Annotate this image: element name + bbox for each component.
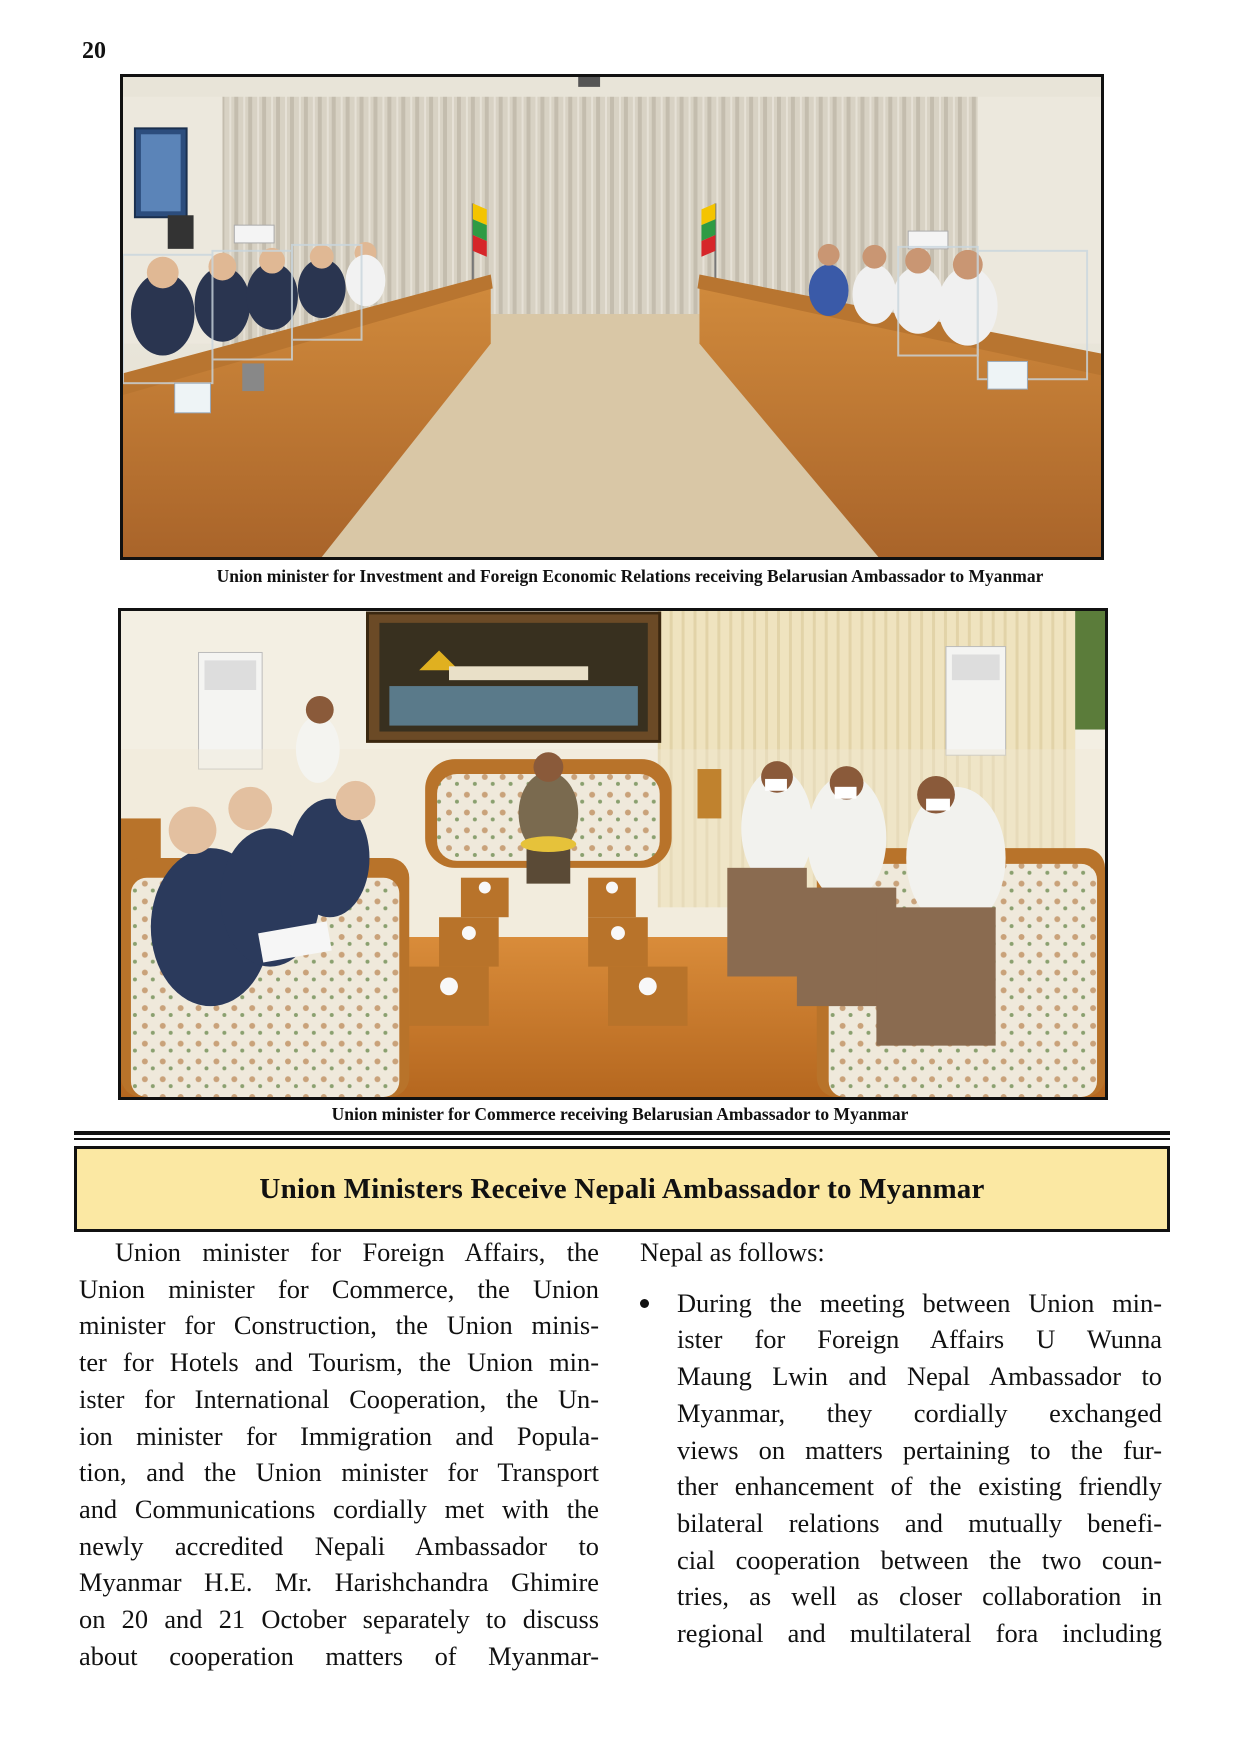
body-text-line: on 20 and 21 October separately to discuss xyxy=(79,1604,599,1635)
conference-room-illustration xyxy=(123,77,1101,557)
article-left-column xyxy=(79,1234,599,1674)
body-text-line: Union minister for Commerce, the Union xyxy=(79,1273,599,1304)
page-number: 20 xyxy=(82,38,106,64)
body-text-line: and Communications cordially met with the xyxy=(79,1493,599,1524)
body-text-line: views on matters pertaining to the fur- xyxy=(677,1434,1162,1465)
article-headline-box xyxy=(74,1146,1170,1232)
photo-caption: Union minister for Commerce receiving Belarusian Ambassador to Myanmar xyxy=(331,1104,909,1124)
body-text-line: ister for Foreign Affairs U Wunna xyxy=(677,1324,1162,1355)
body-text-line: tion, and the Union minister for Transport xyxy=(79,1457,599,1488)
bullet-icon xyxy=(640,1299,649,1308)
body-text-line: bilateral relations and mutually benefi- xyxy=(677,1507,1162,1538)
body-text-line: about cooperation matters of Myanmar- xyxy=(79,1640,599,1671)
body-text-line: Myanmar H.E. Mr. Harishchandra Ghimire xyxy=(79,1567,599,1598)
meeting-photo-reception-room xyxy=(118,608,1108,1100)
bullet-list-item xyxy=(640,1285,1162,1652)
body-text-line: ther enhancement of the existing friendly xyxy=(677,1471,1162,1502)
article-headline: Union Ministers Receive Nepali Ambassador to Myanmar xyxy=(259,1172,985,1205)
body-text-line: regional and multilateral fora including xyxy=(677,1618,1162,1649)
body-text-line: Nepal as follows: xyxy=(640,1237,825,1267)
divider-line xyxy=(74,1131,1170,1135)
meeting-photo-conference-room xyxy=(120,74,1104,560)
article-right-column xyxy=(640,1234,1162,1652)
photo-caption: Union minister for Investment and Foreign Economic Relations receiving Belarusian Ambassador to Myanmar xyxy=(216,566,1044,586)
divider-line xyxy=(74,1138,1170,1140)
body-text-line: During the meeting between Union min- xyxy=(677,1287,1162,1318)
body-text-line: cial cooperation between the two coun- xyxy=(677,1544,1162,1575)
body-text-line: Myanmar, they cordially exchanged xyxy=(677,1397,1162,1428)
body-text-line: ion minister for Immigration and Popula- xyxy=(79,1420,599,1451)
body-text-line: minister for Construction, the Union minis- xyxy=(79,1310,599,1341)
body-text-line: Union minister for Foreign Affairs, the xyxy=(115,1237,599,1267)
body-text-line: newly accredited Nepali Ambassador to xyxy=(79,1530,599,1561)
body-text-line: ister for International Cooperation, the Un- xyxy=(79,1383,599,1414)
body-text-line: ter for Hotels and Tourism, the Union min- xyxy=(79,1347,599,1378)
body-text-line: tries, as well as closer collaboration in xyxy=(677,1581,1162,1612)
body-text-line: Maung Lwin and Nepal Ambassador to xyxy=(677,1361,1162,1392)
reception-room-illustration xyxy=(121,611,1105,1097)
